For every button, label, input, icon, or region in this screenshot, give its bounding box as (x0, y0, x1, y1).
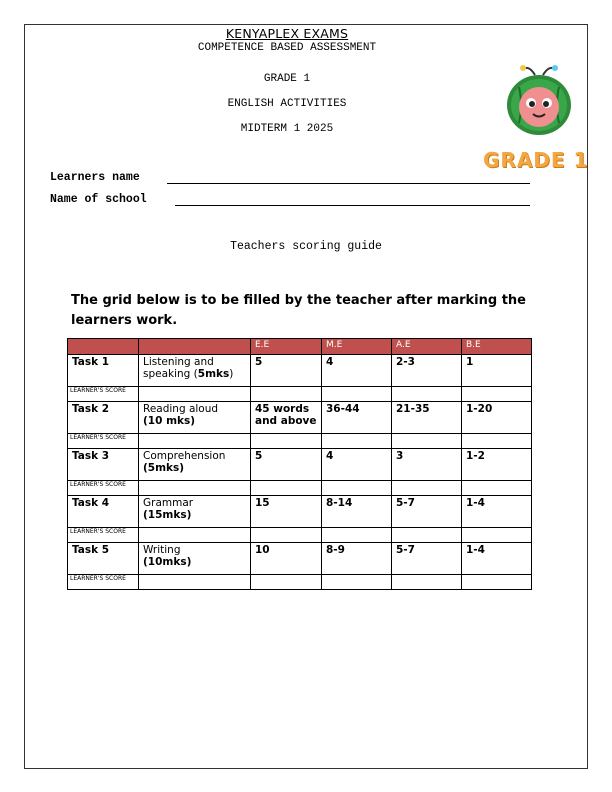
score-cell[interactable] (251, 575, 322, 590)
table-header-row (68, 339, 532, 355)
score-row (68, 434, 532, 449)
score-cell[interactable] (139, 528, 251, 543)
score-cell[interactable] (322, 575, 392, 590)
score-cell[interactable] (462, 528, 532, 543)
score-cell[interactable] (462, 481, 532, 496)
table-row (68, 355, 532, 387)
col-header-ae: A.E (392, 339, 462, 355)
score-cell[interactable] (251, 387, 322, 402)
me-value: 8-9 (322, 543, 392, 575)
be-value: 1-4 (462, 543, 532, 575)
be-value: 1-4 (462, 496, 532, 528)
score-cell[interactable] (251, 528, 322, 543)
task-activity: Grammar (15mks) (139, 496, 251, 528)
task-activity: Comprehension (5mks) (139, 449, 251, 481)
guide-title: Teachers scoring guide (230, 240, 382, 253)
score-cell[interactable] (392, 481, 462, 496)
score-cell[interactable] (322, 387, 392, 402)
ee-value: 15 (251, 496, 322, 528)
score-cell[interactable] (322, 481, 392, 496)
score-cell[interactable] (139, 575, 251, 590)
be-value: 1-2 (462, 449, 532, 481)
col-header-me: M.E (322, 339, 392, 355)
col-header (139, 339, 251, 355)
score-row (68, 481, 532, 496)
ae-value: 2-3 (392, 355, 462, 387)
learner-score-label: LEARNER'S SCORE (68, 434, 139, 449)
score-cell[interactable] (392, 575, 462, 590)
learner-score-label: LEARNER'S SCORE (68, 528, 139, 543)
ee-value: 45 words and above (251, 402, 322, 434)
score-row (68, 528, 532, 543)
ee-value: 5 (251, 355, 322, 387)
task-activity: Writing (10mks) (139, 543, 251, 575)
subject-title: ENGLISH ACTIVITIES (227, 98, 347, 110)
scoring-table (67, 338, 532, 590)
be-value: 1 (462, 355, 532, 387)
grade-title: GRADE 1 (263, 73, 311, 85)
score-cell[interactable] (322, 528, 392, 543)
task-label: Task 3 (68, 449, 139, 481)
score-cell[interactable] (462, 575, 532, 590)
learner-score-label: LEARNER'S SCORE (68, 481, 139, 496)
task-label: Task 5 (68, 543, 139, 575)
score-cell[interactable] (251, 481, 322, 496)
task-label: Task 2 (68, 402, 139, 434)
ae-value: 5-7 (392, 496, 462, 528)
task-label: Task 1 (68, 355, 139, 387)
table-row (68, 543, 532, 575)
me-value: 4 (322, 449, 392, 481)
ae-value: 21-35 (392, 402, 462, 434)
col-header (68, 339, 139, 355)
table-row (68, 402, 532, 434)
score-cell[interactable] (392, 387, 462, 402)
term-title: MIDTERM 1 2025 (240, 123, 334, 135)
score-cell[interactable] (392, 528, 462, 543)
learner-name-field[interactable] (167, 183, 530, 184)
task-label: Task 4 (68, 496, 139, 528)
assessment-title: COMPETENCE BASED ASSESSMENT (197, 42, 377, 54)
col-header-ee: E.E (251, 339, 322, 355)
me-value: 8-14 (322, 496, 392, 528)
score-cell[interactable] (139, 434, 251, 449)
ae-value: 3 (392, 449, 462, 481)
me-value: 36-44 (322, 402, 392, 434)
score-cell[interactable] (392, 434, 462, 449)
score-cell[interactable] (139, 481, 251, 496)
task-activity: Listening and speaking (5mks) (139, 355, 251, 387)
table-row (68, 496, 532, 528)
ee-value: 5 (251, 449, 322, 481)
be-value: 1-20 (462, 402, 532, 434)
school-name-label: Name of school (50, 193, 147, 206)
intro-text: The grid below is to be filled by the teacher after marking the learners work. (71, 293, 526, 328)
org-title: KENYAPLEX EXAMS (225, 26, 349, 41)
score-cell[interactable] (462, 434, 532, 449)
grade-badge: GRADE 1 (483, 148, 589, 172)
col-header-be: B.E (462, 339, 532, 355)
learner-name-label: Learners name (50, 171, 140, 184)
school-name-field[interactable] (175, 205, 530, 206)
score-cell[interactable] (462, 387, 532, 402)
score-cell[interactable] (251, 434, 322, 449)
watermelon-logo-icon (505, 57, 575, 137)
score-row (68, 387, 532, 402)
table-row (68, 449, 532, 481)
score-row (68, 575, 532, 590)
me-value: 4 (322, 355, 392, 387)
score-cell[interactable] (322, 434, 392, 449)
learner-score-label: LEARNER'S SCORE (68, 387, 139, 402)
ae-value: 5-7 (392, 543, 462, 575)
task-activity: Reading aloud (10 mks) (139, 402, 251, 434)
score-cell[interactable] (139, 387, 251, 402)
learner-score-label: LEARNER'S SCORE (68, 575, 139, 590)
ee-value: 10 (251, 543, 322, 575)
